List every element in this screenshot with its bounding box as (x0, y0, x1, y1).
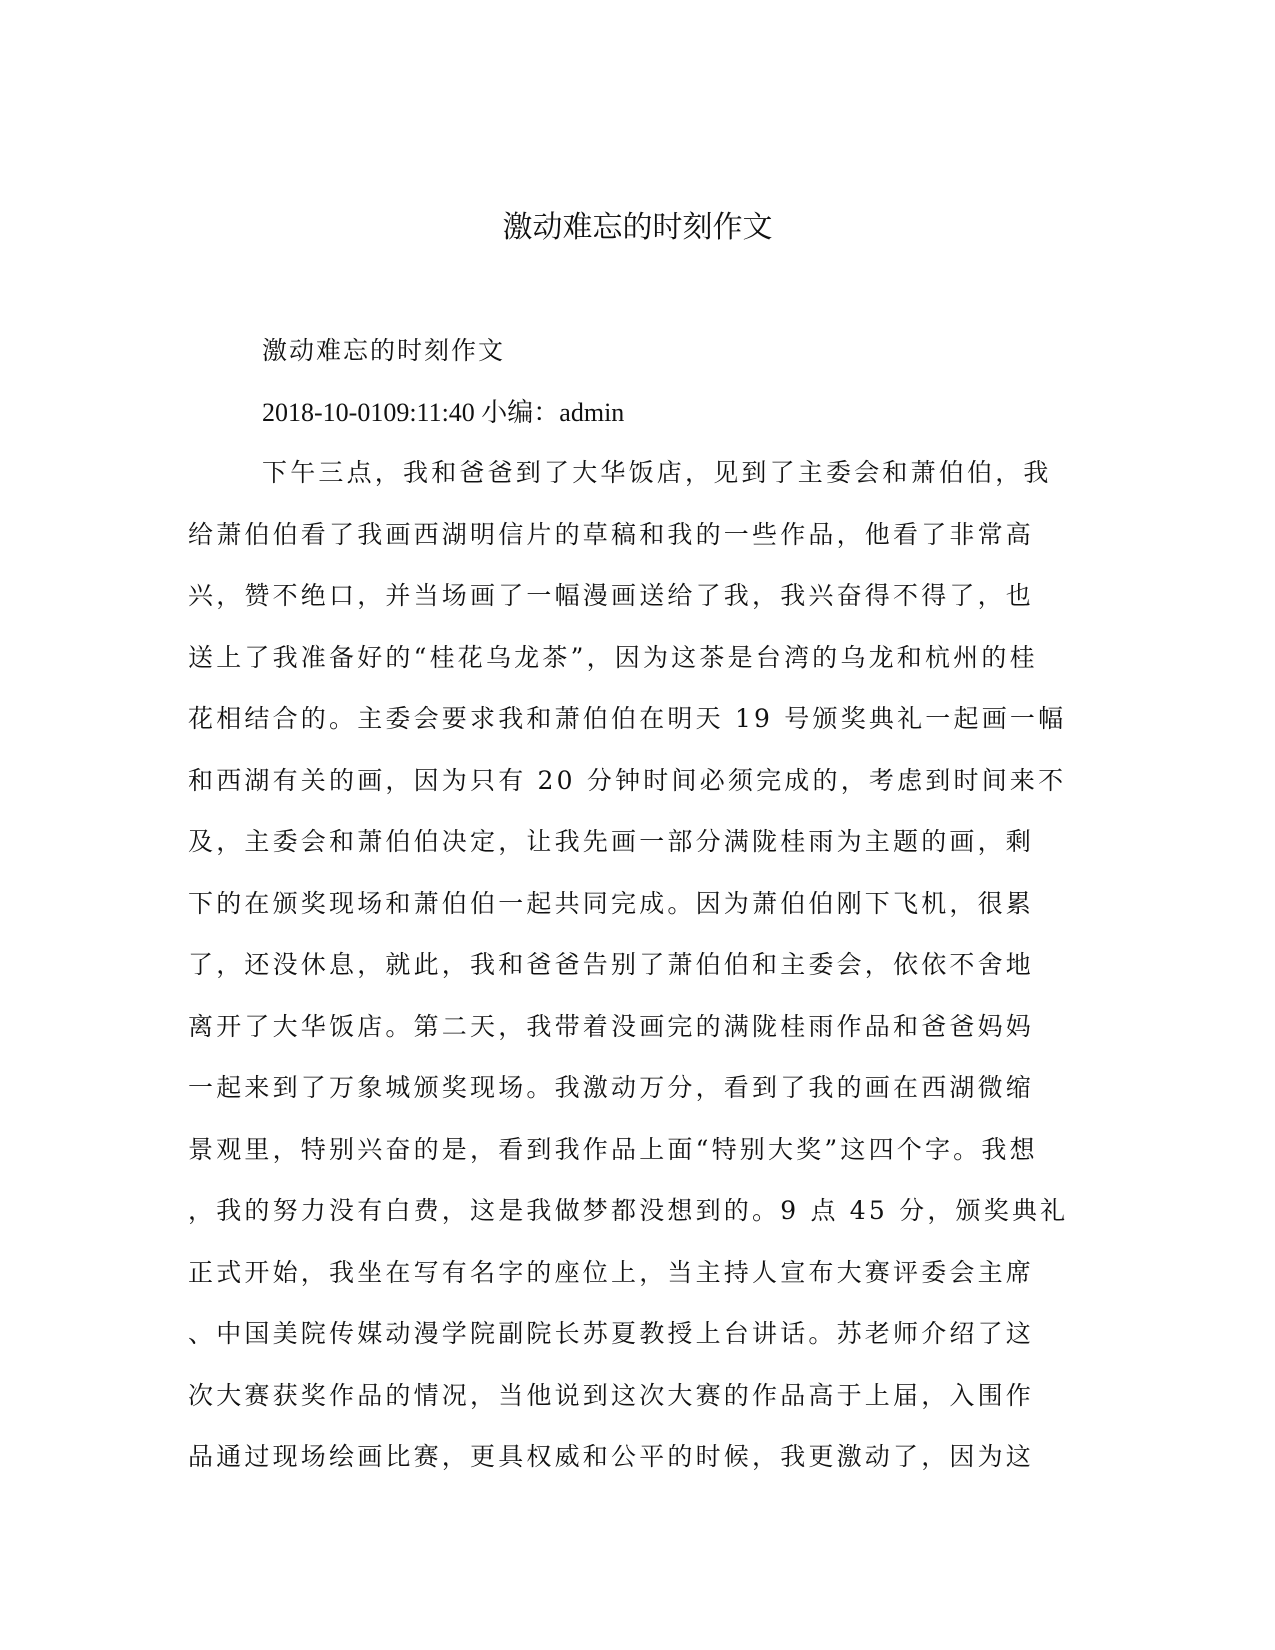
body-line: 离开了大华饭店。第二天，我带着没画完的满陇桂雨作品和爸爸妈妈 (188, 1011, 1035, 1041)
body-line: 兴，赞不绝口，并当场画了一幅漫画送给了我，我兴奋得不得了，也 (188, 581, 1035, 610)
body-line: 送上了我准备好的“桂花乌龙茶”，因为这茶是台湾的乌龙和杭州的桂 (188, 642, 1038, 672)
article-subtitle: 激动难忘的时刻作文 (262, 336, 506, 365)
body-line: 一起来到了万象城颁奖现场。我激动万分，看到了我的画在西湖微缩 (188, 1073, 1035, 1102)
body-line: 景观里，特别兴奋的是，看到我作品上面“特别大奖”这四个字。我想 (188, 1134, 1038, 1164)
body-line: 品通过现场绘画比赛，更具权威和公平的时候，我更激动了，因为这 (188, 1442, 1035, 1471)
article-body (188, 455, 1078, 1501)
body-line: 及，主委会和萧伯伯决定，让我先画一部分满陇桂雨为主题的画，剩 (188, 827, 1035, 856)
body-line: 次大赛获奖作品的情况，当他说到这次大赛的作品高于上届，入围作 (188, 1380, 1035, 1410)
body-line: 和西湖有关的画，因为只有 20 分钟时间必须完成的，考虑到时间来不 (188, 765, 1067, 795)
body-line: ，我的努力没有白费，这是我做梦都没想到的。9 点 45 分，颁奖典礼 (188, 1196, 1069, 1225)
body-line: 了，还没休息，就此，我和爸爸告别了萧伯伯和主委会，依依不舍地 (188, 950, 1035, 979)
body-line: 、中国美院传媒动漫学院副院长苏夏教授上台讲话。苏老师介绍了这 (188, 1319, 1035, 1348)
body-line: 下的在颁奖现场和萧伯伯一起共同完成。因为萧伯伯刚下飞机，很累 (188, 888, 1035, 918)
article-meta: 2018-10-0109:11:40 小编：admin (262, 398, 625, 427)
body-line: 下午三点，我和爸爸到了大华饭店，见到了主委会和萧伯伯，我 (262, 458, 1052, 487)
document-title: 激动难忘的时刻作文 (502, 210, 773, 245)
body-line: 正式开始，我坐在写有名字的座位上，当主持人宣布大赛评委会主席 (188, 1257, 1035, 1287)
body-line: 花相结合的。主委会要求我和萧伯伯在明天 19 号颁奖典礼一起画一幅 (188, 704, 1067, 733)
body-line: 给萧伯伯看了我画西湖明信片的草稿和我的一些作品，他看了非常高 (188, 519, 1035, 549)
